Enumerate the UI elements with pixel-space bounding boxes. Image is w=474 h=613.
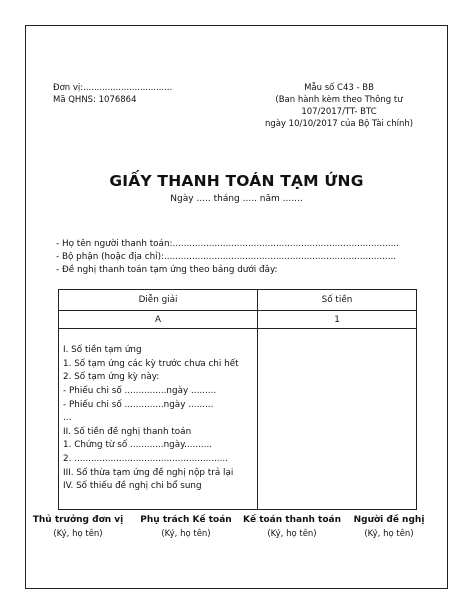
budget-code: Mã QHNS: 1076864 [53, 95, 137, 105]
index-cell-1: 1 [258, 311, 417, 329]
settlement-table [58, 289, 417, 510]
signature-title-requester: Người đề nghị [353, 515, 425, 525]
line-shortfall-extra: IV. Số thiếu đề nghị chi bổ sung [63, 481, 202, 492]
line-document-no: 1. Chứng từ số ............ngày.......... [63, 440, 213, 451]
issued-note-line-2: 107/2017/TT- BTC [301, 107, 377, 117]
description-cell [59, 329, 258, 510]
line-advance-total: I. Số tiền tạm ứng [63, 345, 142, 356]
document-page [25, 25, 448, 589]
signature-title-payment-accountant: Kế toán thanh toán [242, 515, 341, 525]
column-header-amount: Số tiền [258, 290, 417, 311]
line-item-2: 2. ....................................................... [63, 453, 228, 464]
table-header-row [59, 290, 417, 311]
document-title: GIẤY THANH TOÁN TẠM ỨNG [109, 172, 364, 190]
table-body-row [59, 329, 417, 510]
line-voucher-1: - Phiếu chi số ...............ngày ......... [63, 386, 217, 397]
unit-label: Đơn vị:................................. [53, 83, 173, 93]
line-surplus-return: III. Số thừa tạm ứng đề nghị nộp trả lại [63, 467, 234, 478]
header-left [53, 82, 172, 106]
request-note: - Đề nghị thanh toán tạm ứng theo bảng dưới đây: [56, 265, 278, 275]
line-current-advance: 2. Số tạm ứng kỳ này: [63, 372, 160, 383]
department-field: - Bộ phận (hoặc địa chỉ):................................................................................... [56, 252, 397, 262]
column-header-description: Diễn giải [59, 290, 258, 311]
signature-note-payment-accountant: (Ký, họ tên) [267, 529, 317, 539]
form-number: Mẫu số C43 - BB [304, 83, 374, 93]
payer-fields [56, 238, 399, 277]
date-line: Ngày ..... tháng ..... năm ....... [170, 194, 303, 204]
signature-note-chief-accountant: (Ký, họ tên) [161, 529, 211, 539]
amount-cell [258, 329, 417, 510]
index-cell-a: A [59, 311, 258, 329]
issued-note-line-1: (Ban hành kèm theo Thông tư [275, 95, 403, 105]
line-voucher-2: - Phiếu chi số ..............ngày ......... [63, 399, 214, 410]
header-right [239, 82, 439, 130]
signature-note-director: (Ký, họ tên) [53, 529, 103, 539]
line-previous-unspent: 1. Số tạm ứng các kỳ trước chưa chi hết [63, 358, 239, 369]
line-requested-settlement: II. Số tiền đề nghị thanh toán [63, 426, 192, 437]
line-ellipsis: ... [63, 413, 72, 424]
signature-note-requester: (Ký, họ tên) [364, 529, 414, 539]
payer-name-field: - Họ tên người thanh toán:................................................................................. [56, 239, 399, 249]
signature-title-chief-accountant: Phụ trách Kế toán [140, 515, 232, 525]
issued-note-line-3: ngày 10/10/2017 của Bộ Tài chính) [264, 119, 414, 129]
table-index-row [59, 311, 417, 329]
signature-title-director: Thủ trưởng đơn vị [32, 515, 124, 525]
